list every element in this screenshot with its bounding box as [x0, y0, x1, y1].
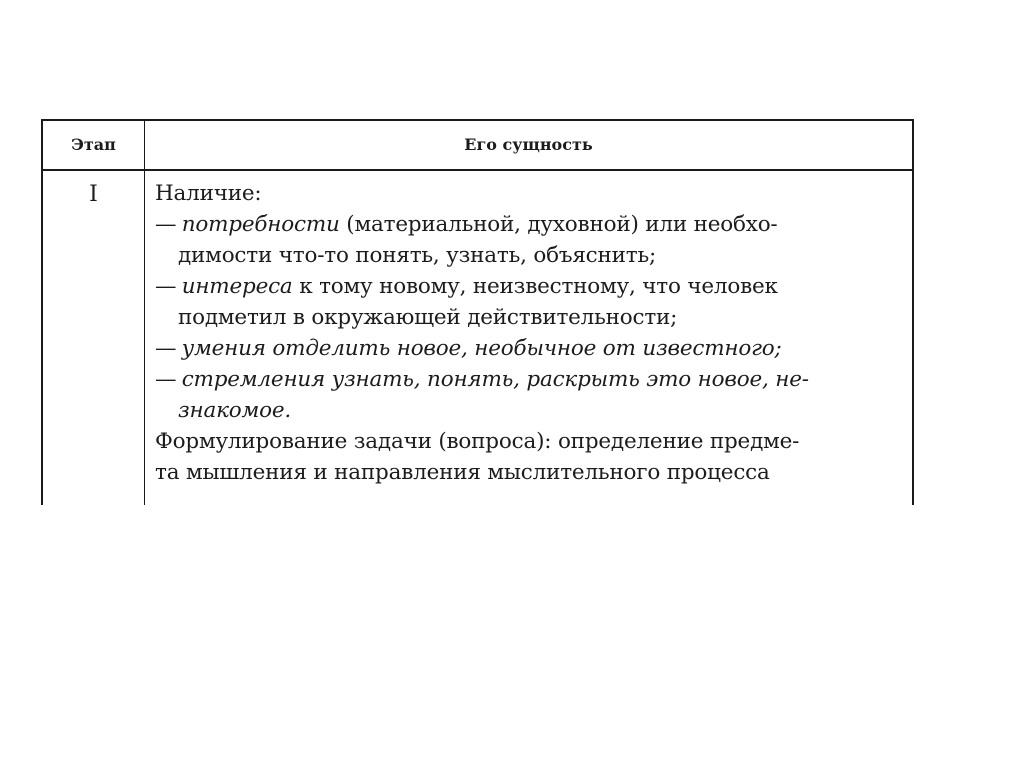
- ability-text: умения отделить новое, необычное от известного;: [181, 336, 782, 361]
- interest-rest: к тому новому, неизвестному, что человек: [292, 274, 778, 299]
- header-stage: Этап: [71, 135, 116, 154]
- table-top-border: [41, 119, 914, 121]
- dash: —: [155, 274, 177, 299]
- dash: —: [155, 367, 177, 392]
- formulation-line-1: Формулирование задачи (вопроса): определение предме-: [155, 429, 800, 454]
- need-term: потребности: [181, 212, 340, 237]
- stage-number: I: [89, 182, 98, 207]
- striving-item: [155, 364, 905, 395]
- dash: —: [155, 336, 177, 361]
- need-continuation: димости что-то понять, узнать, объяснить;: [178, 243, 657, 268]
- header-essence: Его сущность: [464, 135, 593, 154]
- ability-item: [155, 333, 905, 364]
- stage-description: [155, 178, 905, 488]
- formulation-line-2: та мышления и направления мыслительного процесса: [155, 460, 770, 485]
- table-right-border: [912, 119, 914, 505]
- presence-label: Наличие:: [155, 181, 262, 206]
- need-item: [155, 209, 905, 240]
- striving-text: стремления узнать, понять, раскрыть это новое, не-: [181, 367, 809, 392]
- striving-cont: знакомое.: [178, 398, 292, 423]
- need-rest: (материальной, духовной) или необхо-: [339, 212, 778, 237]
- interest-continuation: подметил в окружающей действительности;: [178, 305, 678, 330]
- table-header-divider: [41, 169, 914, 171]
- table-column-divider: [144, 119, 145, 505]
- interest-term: интереса: [181, 274, 293, 299]
- dash: —: [155, 212, 177, 237]
- table-left-border: [41, 119, 43, 505]
- interest-item: [155, 271, 905, 302]
- striving-continuation: [155, 395, 905, 426]
